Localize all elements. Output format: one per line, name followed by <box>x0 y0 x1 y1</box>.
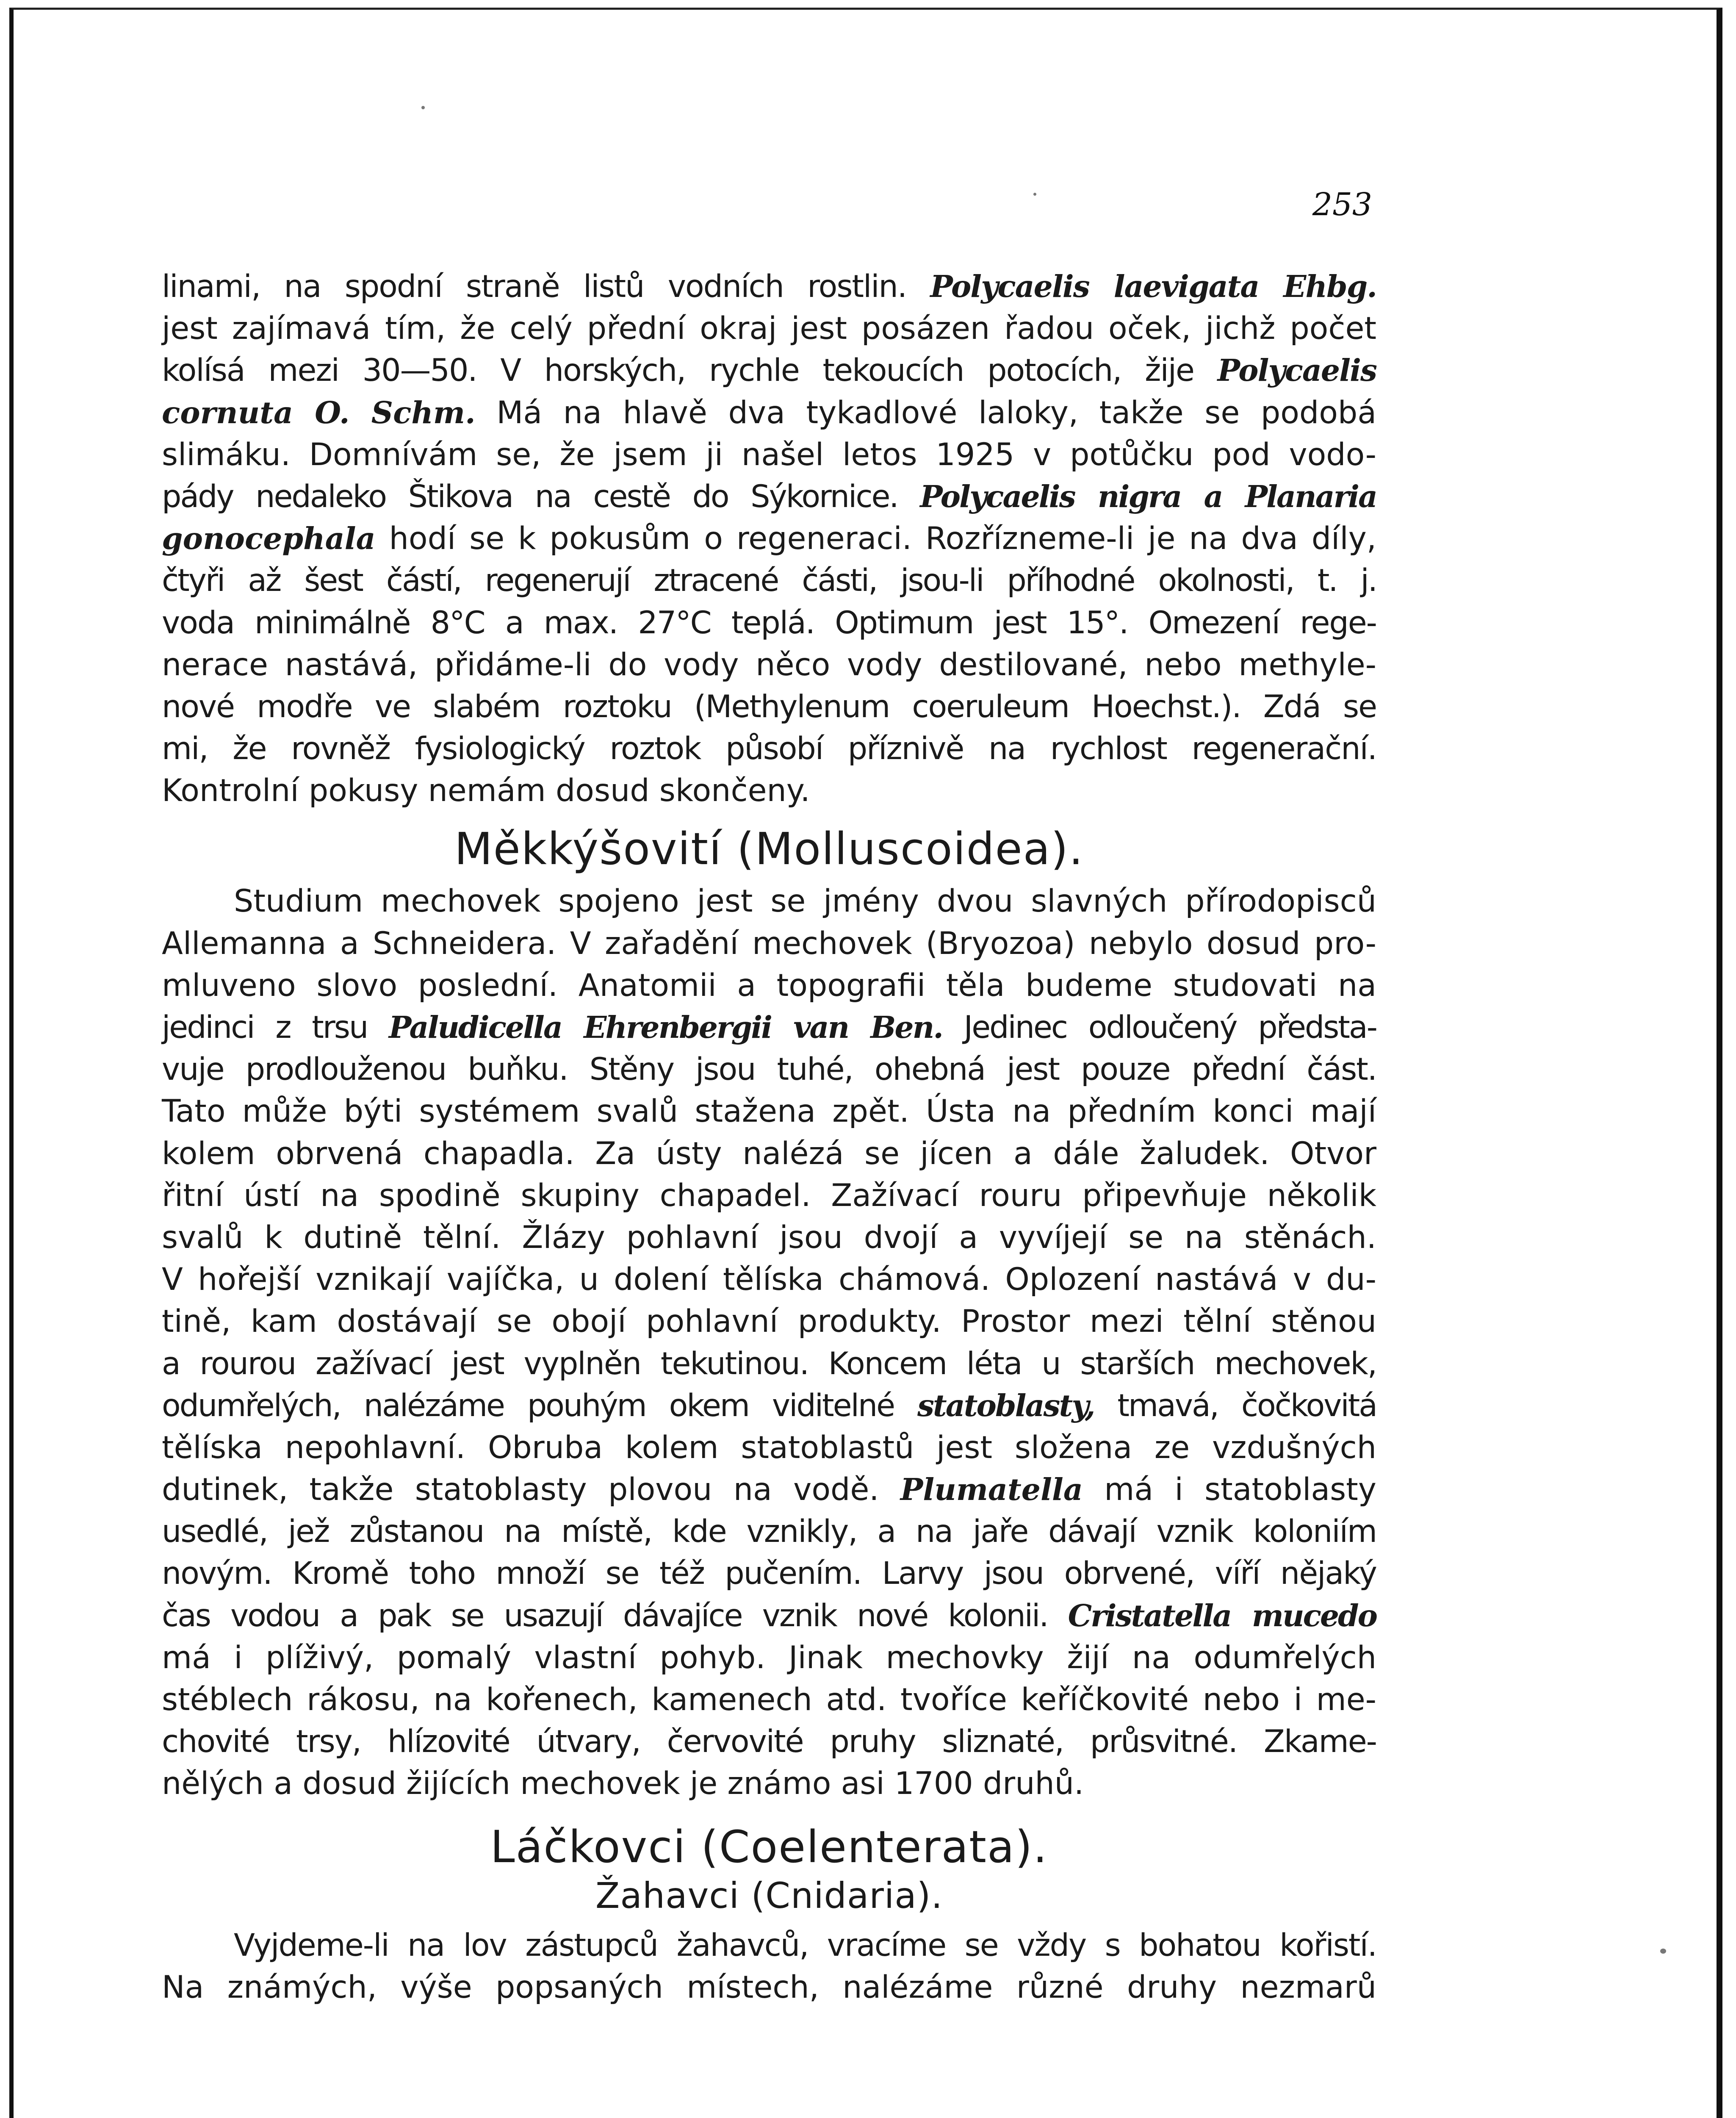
paragraph-planarians <box>162 266 1376 812</box>
text-line <box>162 965 1376 1006</box>
text-run: a rourou zažívací jest vyplněn tekutinou. Koncem léta u starších mechovek, <box>162 1345 1376 1382</box>
species-name: statoblasty, <box>917 1387 1094 1423</box>
text-run: Vyjdeme-li na lov zástupců žahavců, vracíme se vždy s bohatou kořistí. <box>234 1927 1376 1963</box>
text-run: stéblech rákosu, na kořenech, kamenech atd. tvoříce keříčkovité nebo i me- <box>162 1682 1376 1718</box>
text-run: hodí se k pokusům o regeneraci. Rozřízneme-li je na dva díly, <box>375 521 1376 557</box>
text-line <box>162 880 1376 922</box>
text-line <box>162 560 1376 602</box>
text-run: slimáku. Domnívám se, že jsem ji našel letos 1925 v potůčku pod vodo- <box>162 436 1376 473</box>
text-run: mluveno slovo poslední. Anatomii a topografii těla budeme studovati na <box>162 967 1376 1004</box>
text-run: nerace nastává, přidáme-li do vody něco vody destilované, nebo methyle- <box>162 646 1376 683</box>
text-run: Studium mechovek spojeno jest se jmény dvou slavných přírodopisců <box>234 883 1376 920</box>
subsection-heading-cnidaria: Žahavci (Cnidaria). <box>595 1874 943 1916</box>
species-name: Cristatella mucedo <box>1068 1597 1376 1633</box>
text-run: Jedinec odloučený předsta- <box>942 1009 1376 1045</box>
text-line <box>162 266 1376 308</box>
text-line <box>162 686 1376 728</box>
text-line <box>162 1637 1376 1679</box>
text-line <box>162 392 1376 434</box>
species-name: Paludicella Ehrenbergii van Ben. <box>388 1009 942 1045</box>
section-heading-molluscoidea: Měkkýšovití (Molluscoidea). <box>454 823 1084 875</box>
text-line <box>162 1133 1376 1175</box>
body-text <box>162 266 1376 2008</box>
text-line <box>162 1175 1376 1217</box>
text-run: chovité trsy, hlízovité útvary, červovité pruhy sliznaté, průsvitné. Zkame- <box>162 1724 1376 1760</box>
scan-speck <box>1033 193 1036 196</box>
text-run: vuje prodlouženou buňku. Stěny jsou tuhé, ohebná jest pouze přední část. <box>162 1051 1376 1088</box>
text-line <box>162 1763 1376 1805</box>
text-line <box>162 1385 1376 1427</box>
species-name: Polycaelis laevigata Ehbg. <box>930 269 1376 304</box>
text-run: Tato může býti systémem svalů stažena zpět. Ústa na předním konci mají <box>162 1093 1376 1130</box>
text-run: čas vodou a pak se usazují dávajíce vznik nové kolonii. <box>162 1597 1068 1634</box>
text-run: Allemanna a Schneidera. V zařadění mechovek (Bryozoa) nebylo dosud pro- <box>162 925 1376 962</box>
text-run: kolísá mezi 30—50. V horských, rychle tekoucích potocích, žije <box>162 352 1218 389</box>
text-run: mi, že rovněž fysiologický roztok působí příznivě na rychlost regenerační. <box>162 731 1376 767</box>
text-line <box>162 644 1376 686</box>
text-line <box>162 1090 1376 1132</box>
text-line <box>162 1427 1376 1469</box>
text-line <box>162 602 1376 644</box>
text-run: tělíska nepohlavní. Obruba kolem statoblastů jest složena ze vzdušných <box>162 1429 1376 1466</box>
text-line <box>162 1511 1376 1552</box>
text-line <box>162 728 1376 770</box>
text-line <box>162 1721 1376 1763</box>
text-line <box>162 1217 1376 1259</box>
text-line <box>162 770 1376 812</box>
paragraph-cnidaria <box>162 1924 1376 2008</box>
species-name: cornuta O. Schm. <box>162 394 476 430</box>
text-run: odumřelých, nalézáme pouhým okem viditelné <box>162 1387 917 1424</box>
text-run: pády nedaleko Štikova na cestě do Sýkornice. <box>162 478 920 515</box>
text-run: nové modře ve slabém roztoku (Methylenum coeruleum Hoechst.). Zdá se <box>162 688 1376 725</box>
text-run: Kontrolní pokusy nemám dosud skončeny. <box>162 773 810 809</box>
text-line <box>162 434 1376 476</box>
text-line <box>162 1006 1376 1048</box>
text-line <box>162 1259 1376 1300</box>
text-run: novým. Kromě toho množí se též pučením. Larvy jsou obrvené, víří nějaký <box>162 1555 1376 1592</box>
text-run: kolem obrvená chapadla. Za ústy nalézá se jícen a dále žaludek. Otvor <box>162 1135 1376 1172</box>
text-run: jest zajímavá tím, že celý přední okraj jest posázen řadou oček, jichž počet <box>162 310 1376 347</box>
text-line <box>162 923 1376 965</box>
text-line <box>162 1343 1376 1385</box>
text-line <box>162 349 1376 391</box>
text-run: tině, kam dostávají se obojí pohlavní produkty. Prostor mezi tělní stěnou <box>162 1303 1376 1340</box>
text-line <box>162 476 1376 518</box>
text-run: má i statoblasty <box>1083 1472 1377 1508</box>
text-run: usedlé, jež zůstanou na místě, kde vznikly, a na jaře dávají vznik koloniím <box>162 1514 1376 1550</box>
text-run: voda minimálně 8°C a max. 27°C teplá. Optimum jest 15°. Omezení rege- <box>162 604 1376 641</box>
text-line <box>162 1595 1376 1637</box>
text-line <box>162 308 1376 349</box>
text-run: jedinci z trsu <box>162 1009 389 1045</box>
text-line <box>162 1679 1376 1721</box>
text-run: Na známých, výše popsaných místech, nalézáme různé druhy nezmarů <box>162 1969 1376 2005</box>
scan-speck <box>1660 1949 1666 1954</box>
text-run: čtyři až šest částí, regenerují ztracené části, jsou-li příhodné okolnosti, t. j. <box>162 563 1376 599</box>
text-run: řitní ústí na spodině skupiny chapadel. Zažívací rouru připevňuje několik <box>162 1177 1376 1214</box>
species-name: gonocephala <box>162 521 376 557</box>
section-heading-coelenterata: Láčkovci (Coelenterata). <box>490 1821 1048 1873</box>
text-run: linami, na spodní straně listů vodních rostlin. <box>162 269 930 305</box>
text-line <box>162 1300 1376 1342</box>
species-name: Polycaelis <box>1217 352 1376 388</box>
species-name: Polycaelis nigra a Planaria <box>920 478 1376 514</box>
scan-speck <box>421 106 425 109</box>
text-line <box>162 518 1376 560</box>
page-number: 253 <box>1312 186 1372 223</box>
text-line <box>162 1048 1376 1090</box>
text-run: svalů k dutině tělní. Žlázy pohlavní jsou dvojí a vyvíjejí se na stěnách. <box>162 1219 1376 1256</box>
text-run: tmavá, čočkovitá <box>1094 1387 1377 1424</box>
species-name: Plumatella <box>900 1472 1083 1508</box>
text-line <box>162 1924 1376 1966</box>
text-run: nělých a dosud žijících mechovek je známo asi 1700 druhů. <box>162 1766 1084 1802</box>
text-line <box>162 1469 1376 1511</box>
text-run: Má na hlavě dva tykadlové laloky, takže se podobá <box>475 394 1376 431</box>
text-line <box>162 1552 1376 1594</box>
paragraph-bryozoa <box>162 880 1376 1805</box>
text-run: V hořejší vznikají vajíčka, u dolení tělíska chámová. Oplození nastává v du- <box>162 1261 1376 1298</box>
text-run: má i plíživý, pomalý vlastní pohyb. Jinak mechovky žijí na odumřelých <box>162 1639 1376 1676</box>
text-run: dutinek, takže statoblasty plovou na vodě. <box>162 1472 900 1508</box>
text-line <box>162 1966 1376 2008</box>
